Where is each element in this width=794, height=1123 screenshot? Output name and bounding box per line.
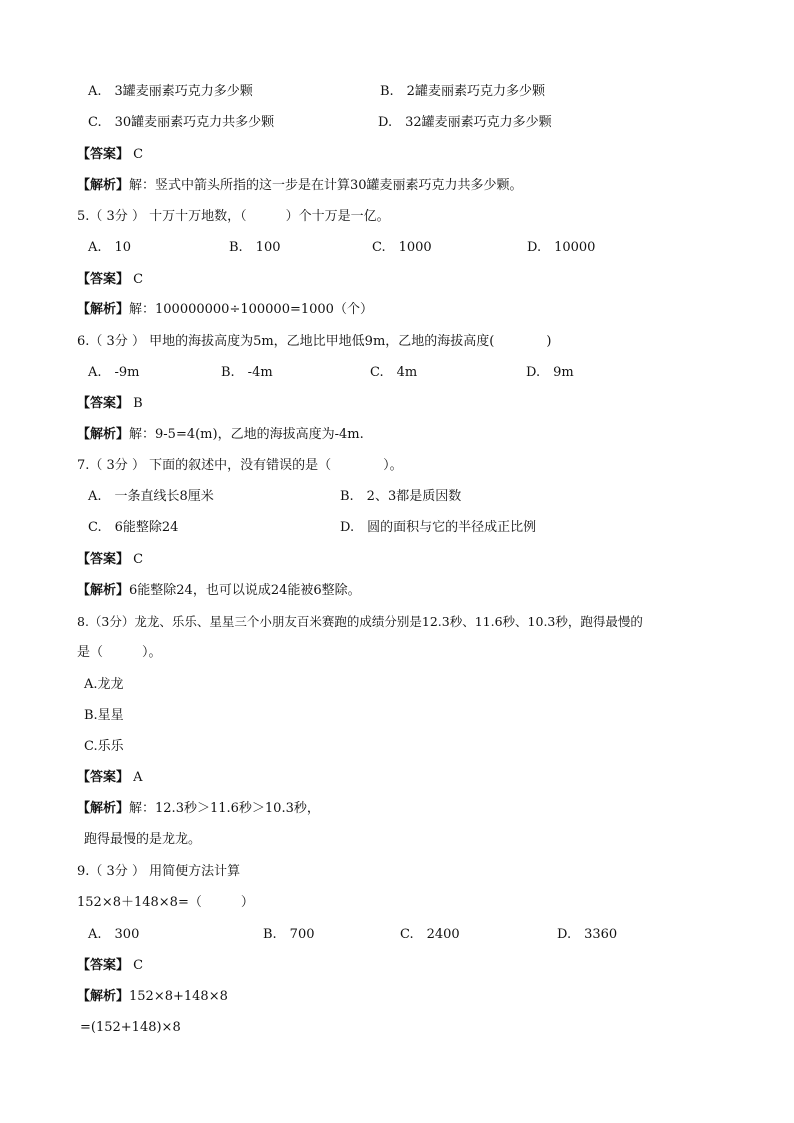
q7-answer — [77, 551, 143, 569]
q8-stem-line2: 是（ ）。 — [77, 645, 162, 660]
q5-stem: 5.（ 3分 ） 十万十万地数，（ ）个十万是一亿。 — [77, 209, 390, 224]
q7-analysis — [77, 582, 361, 600]
q6-stem: 6.（ 3分 ） 甲地的海拔高度为5m，乙地比甲地低9m，乙地的海拔高度( ) — [77, 334, 552, 349]
q5-option-b: B. 100 — [229, 240, 281, 255]
q6-option-a: A. -9m — [88, 365, 140, 380]
q6-answer — [77, 395, 143, 413]
q7-stem: 7.（ 3分 ） 下面的叙述中，没有错误的是（ ）。 — [77, 458, 403, 473]
q9-analysis-line2: =(152+148)×8 — [80, 1020, 181, 1035]
q9-answer — [77, 957, 143, 975]
answer-value: C — [133, 272, 144, 287]
analysis-tag: 【解析】 — [77, 302, 130, 317]
q8-analysis-line2: 跑得最慢的是龙龙。 — [84, 832, 202, 847]
analysis-tag: 【解析】 — [77, 801, 130, 816]
q5-option-c: C. 1000 — [372, 240, 432, 255]
q5-option-d: D. 10000 — [527, 240, 596, 255]
q9-stem: 9.（ 3分 ） 用简便方法计算 — [77, 864, 241, 879]
q5-option-a: A. 10 — [88, 240, 132, 255]
q8-stem-line1: 8.（3分）龙龙、乐乐、星星三个小朋友百米赛跑的成绩分别是12.3秒、11.6秒、10.3秒，跑得最慢的 — [77, 614, 643, 629]
q4-option-b: B. 2罐麦丽素巧克力多少颗 — [380, 84, 545, 99]
analysis-text: 解：9-5=4(m)，乙地的海拔高度为-4m. — [129, 427, 364, 442]
answer-value: C — [133, 147, 144, 162]
analysis-tag: 【解析】 — [77, 989, 130, 1004]
q6-option-c: C. 4m — [370, 365, 418, 380]
answer-tag: 【答案】 — [77, 770, 130, 785]
analysis-tag: 【解析】 — [77, 427, 130, 442]
q4-answer — [77, 146, 143, 164]
q6-option-d: D. 9m — [526, 365, 574, 380]
q9-expression: 152×8＋148×8=（ ） — [77, 895, 254, 910]
q9-option-a: A. 300 — [88, 927, 140, 942]
q6-analysis — [77, 426, 364, 444]
q4-analysis — [77, 177, 523, 195]
answer-tag: 【答案】 — [77, 552, 130, 567]
analysis-text: 解：竖式中箭头所指的这一步是在计算30罐麦丽素巧克力共多少颗。 — [129, 178, 523, 193]
q8-option-a: A.龙龙 — [84, 677, 124, 692]
analysis-text: 解：12.3秒＞11.6秒＞10.3秒， — [129, 801, 320, 816]
q9-option-d: D. 3360 — [557, 927, 618, 942]
q5-analysis — [77, 301, 373, 319]
q7-option-d: D. 圆的面积与它的半径成正比例 — [340, 520, 537, 535]
q6-option-b: B. -4m — [221, 365, 273, 380]
q4-option-c: C. 30罐麦丽素巧克力共多少颗 — [88, 115, 275, 130]
analysis-text: 152×8+148×8 — [129, 989, 228, 1004]
analysis-tag: 【解析】 — [77, 583, 130, 598]
q9-analysis — [77, 988, 228, 1006]
q7-option-a: A. 一条直线长8厘米 — [88, 489, 214, 504]
answer-value: C — [133, 958, 144, 973]
q8-option-b: B.星星 — [84, 708, 124, 723]
q8-option-c: C.乐乐 — [84, 739, 124, 754]
q9-option-c: C. 2400 — [400, 927, 460, 942]
answer-value: A — [133, 770, 143, 785]
answer-value: B — [133, 396, 143, 411]
q4-option-a: A. 3罐麦丽素巧克力多少颗 — [88, 84, 253, 99]
answer-tag: 【答案】 — [77, 272, 130, 287]
q9-option-b: B. 700 — [263, 927, 315, 942]
answer-tag: 【答案】 — [77, 147, 130, 162]
analysis-text: 解：100000000÷100000=1000（个） — [129, 302, 373, 317]
analysis-tag: 【解析】 — [77, 178, 130, 193]
q4-option-d: D. 32罐麦丽素巧克力多少颗 — [378, 115, 552, 130]
q8-analysis — [77, 800, 320, 818]
q5-answer — [77, 271, 143, 289]
q7-option-c: C. 6能整除24 — [88, 520, 179, 535]
q8-answer — [77, 769, 143, 787]
analysis-text: 6能整除24，也可以说成24能被6整除。 — [129, 583, 361, 598]
answer-tag: 【答案】 — [77, 958, 130, 973]
q7-option-b: B. 2、3都是质因数 — [340, 489, 462, 504]
answer-value: C — [133, 552, 144, 567]
answer-tag: 【答案】 — [77, 396, 130, 411]
